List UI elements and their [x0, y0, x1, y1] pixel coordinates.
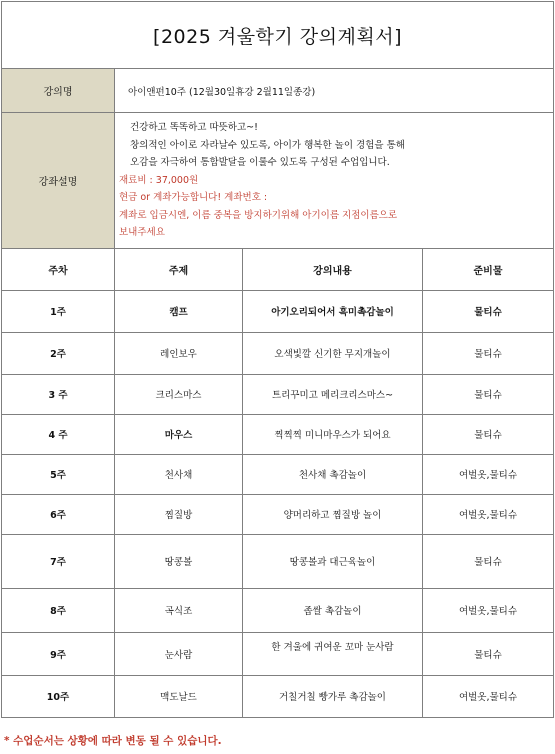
supplies-cell: 물티슈: [423, 534, 554, 588]
course-desc-label: 강좌설명: [2, 113, 115, 249]
header-theme: 주제: [115, 248, 243, 290]
table-row: [2, 414, 554, 454]
supplies-cell: 물티슈: [423, 332, 554, 374]
header-content: 강의내용: [243, 248, 423, 290]
supplies-cell: 물티슈: [423, 290, 554, 332]
week-cell: 7주: [2, 534, 115, 588]
content-cell: 한 겨울에 귀여운 꼬마 눈사람: [243, 632, 423, 675]
theme-cell: 캠프: [115, 290, 243, 332]
header-supplies: 준비물: [423, 248, 554, 290]
table-row: [2, 632, 554, 675]
week-cell: 5주: [2, 454, 115, 494]
table-row: [2, 374, 554, 414]
course-name-row: [2, 69, 554, 113]
supplies-cell: 물티슈: [423, 632, 554, 675]
theme-cell: 땅콩볼: [115, 534, 243, 588]
theme-cell: 레인보우: [115, 332, 243, 374]
content-cell: 트리꾸미고 메리크리스마스~: [243, 374, 423, 414]
week-cell: 1주: [2, 290, 115, 332]
supplies-cell: 물티슈: [423, 414, 554, 454]
content-cell: 찍찍찍 미니마우스가 되어요: [243, 414, 423, 454]
week-cell: 4 주: [2, 414, 115, 454]
schedule-header-row: [2, 248, 554, 290]
supplies-cell: 여벌옷,물티슈: [423, 675, 554, 717]
content-cell: 아기오리되어서 흑미촉감놀이: [243, 290, 423, 332]
content-cell: 좁쌀 촉감놀이: [243, 588, 423, 632]
table-row: [2, 332, 554, 374]
content-cell: 양머리하고 찜질방 놀이: [243, 494, 423, 534]
title-row: [2, 2, 554, 69]
theme-cell: 맥도날드: [115, 675, 243, 717]
table-row: [2, 454, 554, 494]
content-cell: 오색빛깔 신기한 무지개놀이: [243, 332, 423, 374]
table-row: [2, 494, 554, 534]
table-row: [2, 534, 554, 588]
content-cell: 거칠거칠 빵가루 촉감놀이: [243, 675, 423, 717]
week-cell: 3 주: [2, 374, 115, 414]
desc-line-2: 창의적인 아이로 자라날수 있도록, 아이가 행복한 놀이 경험을 통해: [130, 139, 405, 151]
supplies-cell: 여벌옷,물티슈: [423, 454, 554, 494]
supplies-cell: 여벌옷,물티슈: [423, 588, 554, 632]
week-cell: 6주: [2, 494, 115, 534]
supplies-cell: 여벌옷,물티슈: [423, 494, 554, 534]
theme-cell: 곡식조: [115, 588, 243, 632]
payment-line: 현금 or 계좌가능합니다! 계좌번호 :: [119, 192, 268, 203]
week-cell: 9주: [2, 632, 115, 675]
table-row: [2, 675, 554, 717]
table-row: [2, 588, 554, 632]
lesson-plan-sheet: [1, 1, 553, 718]
week-cell: 2주: [2, 332, 115, 374]
course-name-value: 아이앤펀10주 (12월30일휴강 2월11일종강): [115, 69, 554, 113]
theme-cell: 천사채: [115, 454, 243, 494]
content-cell: 천사채 촉감놀이: [243, 454, 423, 494]
week-cell: 8주: [2, 588, 115, 632]
header-week: 주차: [2, 248, 115, 290]
desc-line-3: 오감을 자극하여 통합발달을 이룰수 있도록 구성된 수업입니다.: [130, 157, 390, 168]
fee-line: 재료비 : 37,000원: [119, 174, 199, 186]
course-name-label: 강의명: [2, 69, 115, 113]
desc-line-1: 건강하고 똑똑하고 따뜻하고~!: [130, 122, 258, 133]
theme-cell: 눈사람: [115, 632, 243, 675]
theme-cell: 찜질방: [115, 494, 243, 534]
theme-cell: 크리스마스: [115, 374, 243, 414]
content-cell: 땅콩볼과 대근육놀이: [243, 534, 423, 588]
week-cell: 10주: [2, 675, 115, 717]
course-desc-row: [2, 113, 554, 249]
table-row: [2, 290, 554, 332]
document-title: [2025 겨울학기 강의계획서]: [2, 2, 554, 69]
course-desc-value: [115, 113, 554, 249]
notice-line-1: 계좌로 입금시엔, 이름 중복을 방지하기위해 아기이름 지점이름으로: [119, 209, 398, 221]
schedule-footnote: * 수업순서는 상황에 따라 변동 될 수 있습니다.: [4, 735, 222, 747]
lesson-plan-table: [1, 1, 554, 718]
theme-cell: 마우스: [115, 414, 243, 454]
notice-line-2: 보내주세요: [119, 227, 165, 238]
supplies-cell: 물티슈: [423, 374, 554, 414]
